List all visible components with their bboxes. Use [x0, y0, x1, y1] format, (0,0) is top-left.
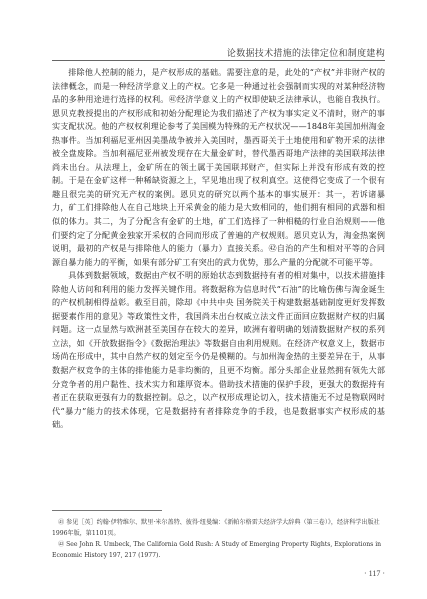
footnote-42: ㊷ See John R. Umbeck, The California Gold Rush: A Study of Emerging Property Rights, Explorations in Economic History 197, 217 (1977).	[52, 541, 382, 559]
header-rule	[52, 60, 385, 61]
footnote-rule	[52, 510, 162, 511]
paragraph-2: 具体到数据领域，数据由产权不明的原始状态到数据持有者的相对集中，以技术措施排除他人访问和利用的能力发挥关键作用。将数据称为信息时代“石油”的比喻伤佛与淘金诞生的产权机制相得益彰。截至目前，除却《中共中央 国务院关于构建数据基础制度更好发挥数据要素作用的意见》等政策性文件，我国尚未出台权威立法文件正面回应数据财产权的归属问题。这一点显然与欧洲甚至美国存在较大的差异，欧洲有着明确的划清数据财产权的系列立法，如《开放数据指令》《数据治理法》等数据自由利用规则。在经济产权意义上，数据市场尚在形成中，其中自然产权的划定至今仍是模糊的。与加州淘金热的主要差异在于，从事数据产权竞争的主体的排他能力是非均衡的，且更不均衡。部分头部企业显然拥有领先大部分竞争者的用户黏性、技术实力和雄厚资本。借助技术措施的保护手段，更强大的数据持有者正在获取更强有力的数据控制。总之，以产权形成理论切入，技术措施无不过是物联网时代“暴力”能力的技术体现，它是数据持有者排除竞争的手段，也是数据事实产权形成的基础。	[52, 270, 385, 430]
page-number: · 117 ·	[363, 569, 385, 578]
main-text	[52, 66, 385, 432]
footnotes	[52, 518, 385, 562]
running-title: 论数据技术措施的法律定位和制度建构	[226, 49, 385, 59]
footnote-41: ㊶ 参见［英］约翰·伊特维尔、默里·米尔盖特、彼得·纽曼编：《新帕尔格雷夫经济学大辞典（第三卷）》，经济科学出版社1996年版，第1101页。	[52, 519, 380, 537]
paragraph-1: 排除他人控制的能力，是产权形成的基础。需要注意的是，此处的“产权”并非财产权的法律概念，而是一种经济学意义上的产权。它多是一种通过社会强制而实现的对某种经济物品的多种用途进行选择的权利。㊶经济学意义上的产权即使缺乏法律承认，也能自我执行。恩贝克教授提出的产权形成和初始分配理论为我们描述了产权为事实定义不清时，财产的事实支配状况。他的产权权利理论参考了美国模为特殊的无产权状况——1848年美国加州淘金热事件。当加利福尼亚州因美墨战争被并入美国时，墨西哥关于土地使用和矿物开采的法律被全盘废除。当加利福尼亚州被发现存在大量金矿时，替代墨西哥地产法律的美国联邦法律尚未出台。从法理上，金矿所在的领土属于美国联邦财产，但实际上并没有形成有效的控制。于是在金矿这样一种稀缺资源之上，罕见地出现了权利真空。这使得它变成了一个很有趣且很完美的研究无产权的案例。恩贝克的研究以两个基本的事实展开：其一，若诉诸暴力，矿工们排除他人在自己地块上开采黄金的能力是大致相同的，他们拥有相同的武器和相似的体力。其二，为了分配含有金矿的土地，矿工们选择了一种相糙的行业自治规则——他们要约定了分配黄金独家开采权的合同而形成了普遍的产权规则。恩贝克认为，淘金热案例说明，最初的产权是与排除他人的能力（暴力）直接关系。㊷自治的产生和相对平等的合同源自暴力能力的平衡，如果有部分矿工有突出的武力优势，那么产量的分配就不可能平等。	[52, 67, 385, 267]
